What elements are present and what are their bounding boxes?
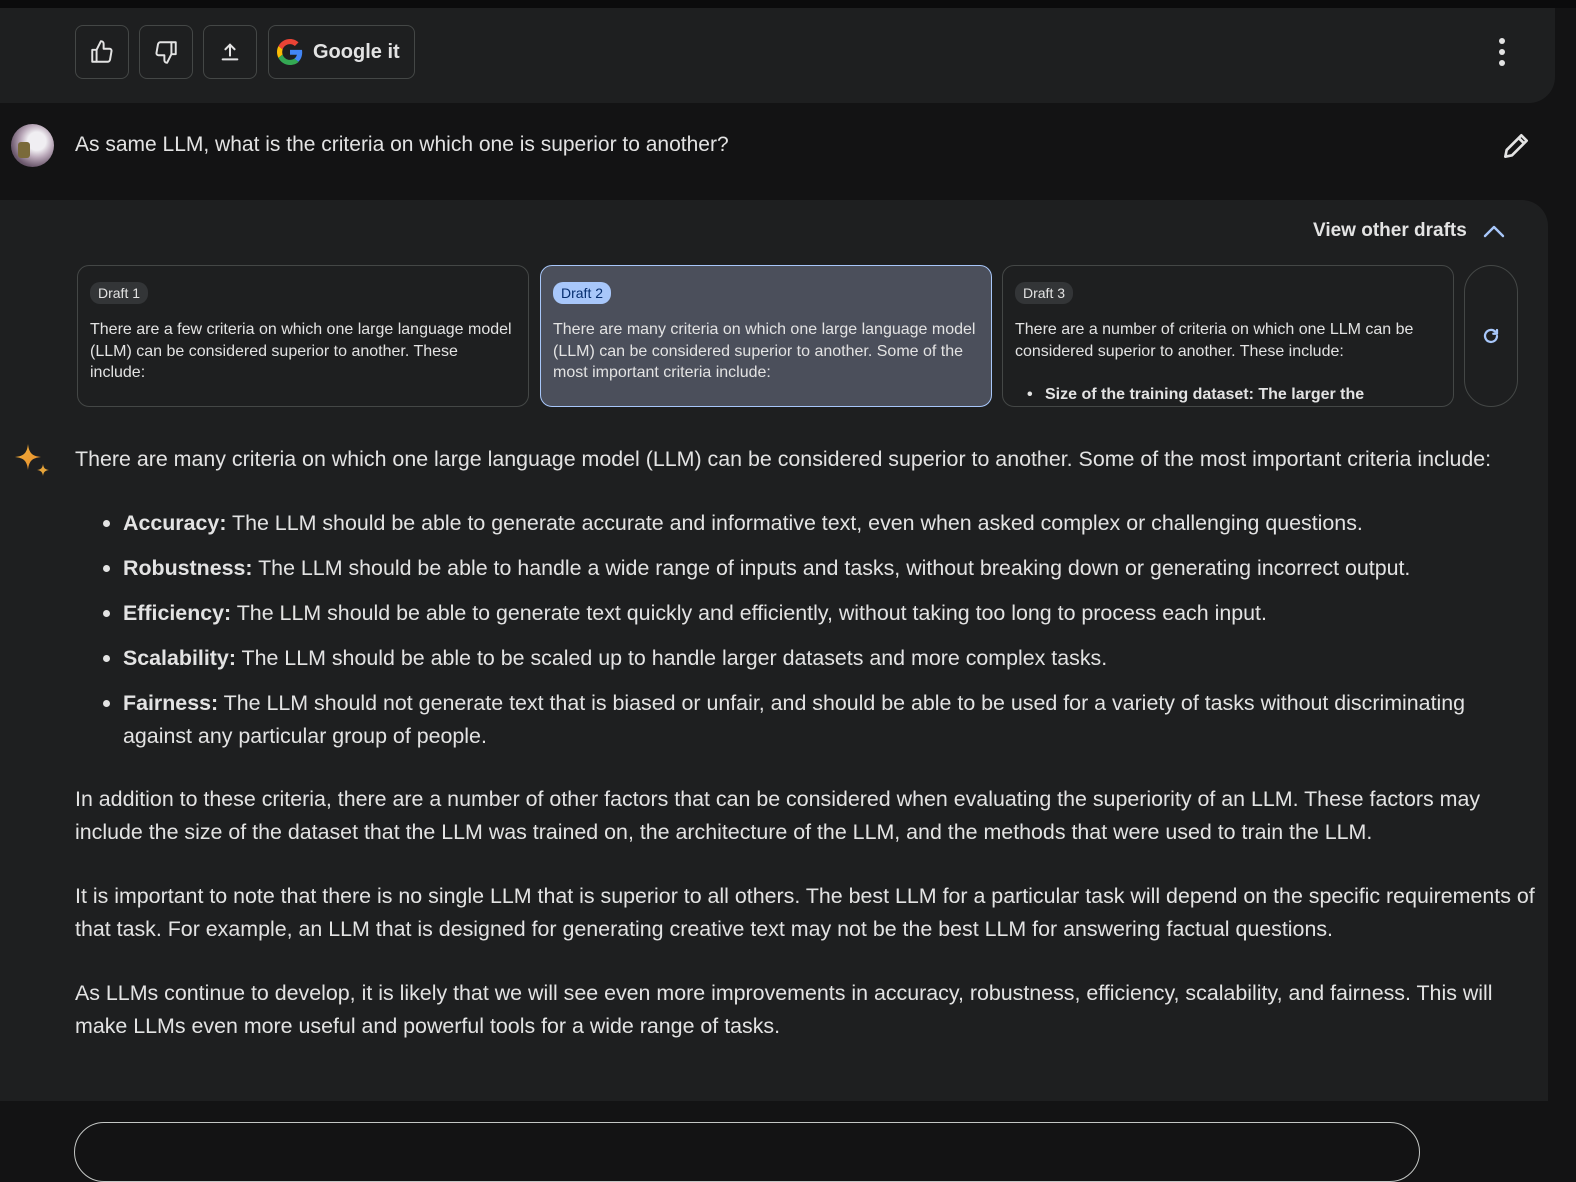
view-other-drafts-toggle[interactable]	[1313, 220, 1505, 242]
avatar	[11, 124, 54, 167]
criterion-term: Robustness:	[123, 555, 253, 580]
more-options-button[interactable]	[1495, 38, 1509, 66]
list-item	[123, 507, 1535, 540]
view-other-drafts-label: View other drafts	[1313, 220, 1467, 241]
draft-card-1[interactable]	[77, 265, 529, 407]
draft-preview-text: There are a number of criteria on which one LLM can be considered superior to another. These include:	[1015, 321, 1414, 360]
share-button[interactable]	[203, 25, 257, 79]
draft-card-2[interactable]	[540, 265, 992, 407]
list-item	[123, 597, 1535, 630]
refresh-icon	[1482, 327, 1500, 345]
draft-card-3[interactable]	[1002, 265, 1454, 407]
user-query-row	[0, 103, 1576, 200]
response-paragraph-3: As LLMs continue to develop, it is likely that we will see even more improvements in accuracy, robustness, efficiency, scalability, and fairness. This will make LLMs even more useful and powerful tools for a wide range of tasks.	[75, 981, 1493, 1038]
criterion-desc: The LLM should not generate text that is biased or unfair, and should be able to be used for a variety of tasks without discriminating against any particular group of people.	[123, 691, 1466, 748]
criterion-term: Efficiency:	[123, 600, 232, 625]
draft-badge: Draft 1	[90, 282, 148, 304]
regenerate-drafts-button[interactable]	[1464, 265, 1518, 407]
response-intro: There are many criteria on which one large language model (LLM) can be considered superior to another. Some of the most important criteria include:	[75, 447, 1492, 471]
criterion-desc: The LLM should be able to be scaled up to handle larger datasets and more complex tasks.	[235, 646, 1108, 671]
thumbs-down-button[interactable]	[139, 25, 193, 79]
draft-preview-text: There are a few criteria on which one large language model (LLM) can be considered superior to another. These include:	[90, 321, 512, 381]
user-query-text: As same LLM, what is the criteria on which one is superior to another?	[75, 133, 729, 156]
window-top-edge	[0, 0, 1576, 8]
more-vert-icon	[1499, 38, 1505, 44]
chevron-up-icon	[1483, 224, 1505, 238]
list-item	[123, 642, 1535, 675]
list-item	[123, 687, 1535, 752]
edit-icon[interactable]	[1500, 130, 1532, 162]
draft-badge: Draft 2	[553, 282, 611, 304]
response-paragraph-1: In addition to these criteria, there are a number of other factors that can be considered when evaluating the superiority of an LLM. These factors may include the size of the dataset that the LLM was trained on, the architecture of the LLM, and the methods that were used to train the LLM.	[75, 787, 1481, 844]
share-icon	[219, 41, 241, 63]
draft-preview-bullet: • Size of the training dataset: The larger the	[1045, 386, 1441, 404]
previous-response-footer	[0, 8, 1555, 103]
criterion-term: Accuracy:	[123, 510, 227, 535]
response-body	[75, 443, 1535, 1042]
sparkle-icon	[13, 442, 51, 480]
thumbs-up-button[interactable]	[75, 25, 129, 79]
thumbs-down-icon	[153, 39, 179, 65]
prompt-input-box[interactable]	[74, 1122, 1420, 1182]
criterion-desc: The LLM should be able to handle a wide range of inputs and tasks, without breaking down or generating incorrect output.	[252, 555, 1411, 580]
draft-preview-text: There are many criteria on which one large language model (LLM) can be considered superior to another. Some of the most important criteria include:	[553, 321, 976, 381]
criterion-desc: The LLM should be able to generate text quickly and efficiently, without taking too long to process each input.	[231, 600, 1267, 625]
draft-badge: Draft 3	[1015, 282, 1073, 304]
criterion-term: Scalability:	[123, 646, 236, 671]
google-it-label: Google it	[313, 40, 400, 63]
criterion-term: Fairness:	[123, 691, 219, 716]
google-logo-icon	[277, 39, 303, 65]
thumbs-up-icon	[89, 39, 115, 65]
criteria-list	[75, 507, 1535, 753]
criterion-desc: The LLM should be able to generate accurate and informative text, even when asked complex or challenging questions.	[226, 510, 1363, 535]
response-paragraph-2: It is important to note that there is no single LLM that is superior to all others. The best LLM for a particular task will depend on the specific requirements of that task. For example, an LLM that is designed for generating creative text may not be the best LLM for answering factual questions.	[75, 884, 1535, 941]
list-item	[123, 552, 1535, 585]
google-it-button[interactable]	[268, 25, 415, 79]
